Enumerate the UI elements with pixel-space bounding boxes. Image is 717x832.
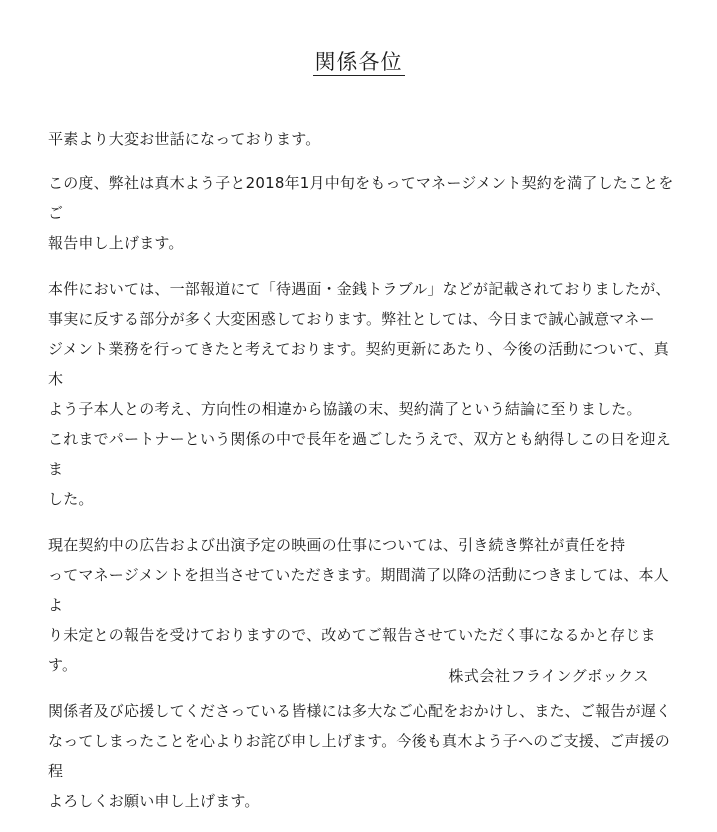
paragraph-current-contracts: 現在契約中の広告および出演予定の映画の仕事については、引き続き弊社が責任を持 ってマネージメントを担当させていただきます。期間満了以降の活動につきましては、本人よ り未定との報告を受けておりますので、改めてご報告させていただく事になるかと存じます。 [48,536,669,674]
letter-title-text: 関係各位 [314,50,403,74]
company-signature: 株式会社フライングボックス [448,667,649,685]
paragraph-details: 本件においては、一部報道にて「待遇面・金銭トラブル」などが記載されておりましたが、 事実に反する部分が多く大変困惑しております。弊社としては、今日まで誠心誠意マネー ジメント業務を行ってきたと考えております。契約更新にあたり、今後の活動について、真木 よう子本人との考え、方向性の相違から協議の末、契約満了という結論に至りました。 これまでパートナーという関係の中で長年を過ごしたうえで、双方とも納得しこの日を迎えま した。 [48,280,671,508]
paragraph-closing: 関係者及び応援してくださっている皆様には多大なご心配をおかけし、また、ご報告が遅く なってしまったことを心よりお詫び申し上げます。今後も真木よう子へのご支援、ご声援の程 よろしくお願い申し上げます。 [48,702,672,810]
letter-title [0,48,717,76]
letter-body [48,124,678,832]
paragraph-greeting: 平素より大変お世話になっております。 [48,130,321,148]
paragraph-announcement: この度、弊社は真木よう子と2018年1月中旬をもってマネージメント契約を満了したことをご 報告申し上げます。 [48,174,674,252]
